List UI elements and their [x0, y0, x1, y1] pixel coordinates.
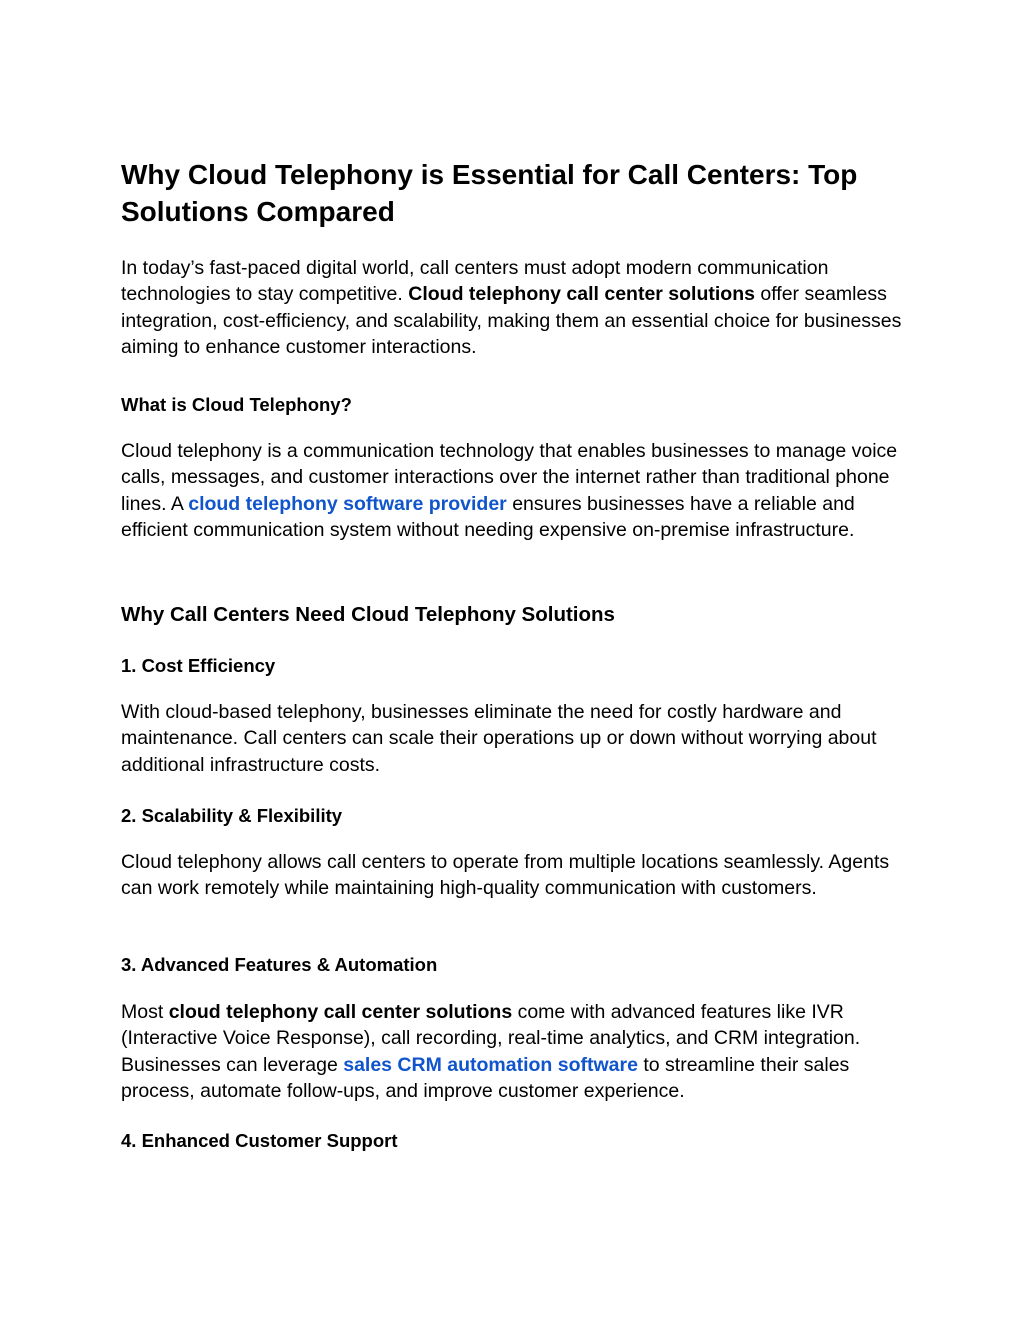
intro-text-1: In today’s fast-paced digital world, call centers must adopt modern communication technologies to stay competitive. — [121, 257, 829, 306]
intro-bold-phrase: Cloud telephony call center solutions — [408, 283, 755, 306]
what-text-1: Cloud telephony is a communication technology that enables businesses to manage voice calls, messages, and customer interactions over the internet rather than traditional phone lines. A — [121, 440, 898, 515]
why-need-heading: Why Call Centers Need Cloud Telephony Solutions — [121, 603, 615, 626]
section-1-paragraph: With cloud-based telephony, businesses eliminate the need for costly hardware and maintenance. Call centers can scale their operations up or down without worrying about additional infrastructure costs. — [121, 701, 877, 776]
section-3-bold-phrase: cloud telephony call center solutions — [168, 1001, 513, 1023]
section-4-heading: 4. Enhanced Customer Support — [121, 1130, 398, 1151]
section-3-paragraph — [121, 999, 911, 1104]
intro-text-2: offer seamless integration, cost-efficiency, and scalability, making them an essential choice for businesses aiming to enhance customer interactions. — [121, 283, 902, 358]
cloud-telephony-provider-link[interactable]: cloud telephony software provider — [188, 492, 507, 515]
intro-paragraph — [121, 255, 911, 360]
section-3-text-2: come with advanced features like IVR (Interactive Voice Response), call recording, real-time analytics, and CRM integration. Businesses can leverage — [121, 1001, 861, 1076]
section-2-paragraph: Cloud telephony allows call centers to operate from multiple locations seamlessly. Agents can work remotely while maintaining high-quality communication with customers. — [121, 851, 890, 900]
section-3-text-3: to streamline their sales process, automate follow-ups, and improve customer experience. — [121, 1053, 850, 1102]
document-title: Why Cloud Telephony is Essential for Call Centers: Top Solutions Compared — [121, 159, 858, 227]
sales-crm-automation-link[interactable]: sales CRM automation software — [343, 1053, 638, 1076]
section-3-text-1: Most — [121, 1001, 169, 1023]
section-3-heading: 3. Advanced Features & Automation — [121, 954, 438, 975]
what-is-heading: What is Cloud Telephony? — [121, 394, 352, 415]
what-text-2: ensures businesses have a reliable and efficient communication system without needing expensive on-premise infrastructure. — [121, 492, 855, 541]
what-is-paragraph — [121, 438, 911, 543]
section-2-heading: 2. Scalability & Flexibility — [121, 805, 343, 826]
section-1-heading: 1. Cost Efficiency — [121, 655, 276, 676]
